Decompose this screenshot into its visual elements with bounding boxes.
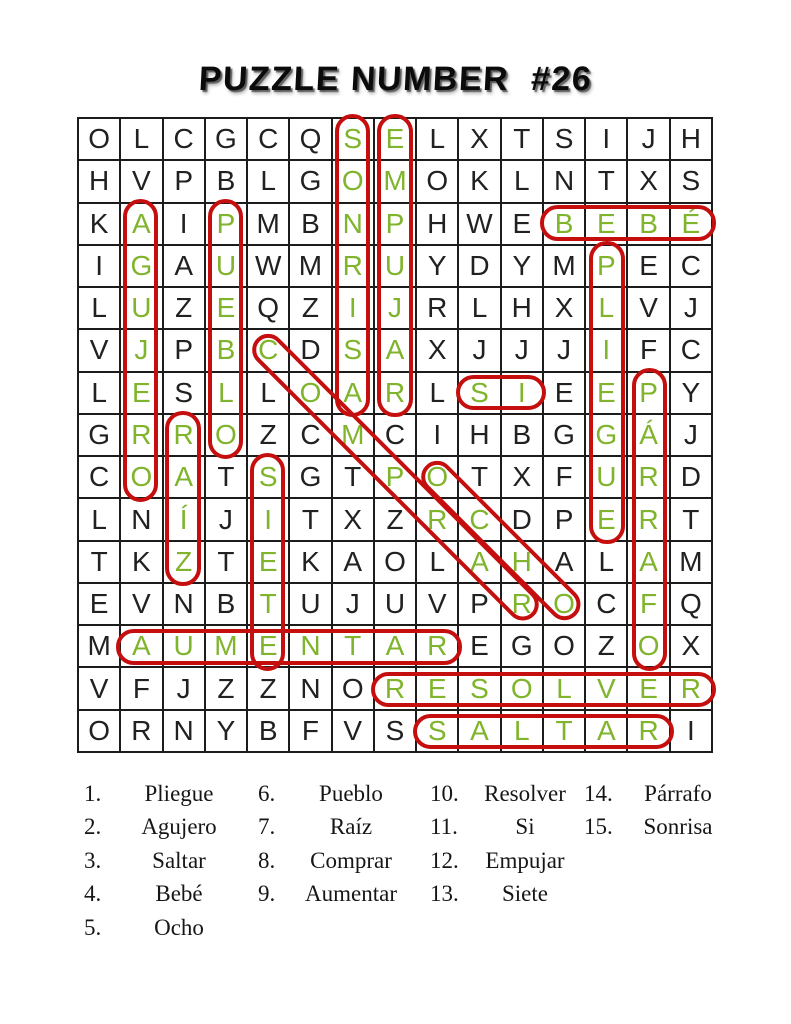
grid-cell: B [627,203,669,245]
grid-cell: I [670,710,712,752]
grid-cell: P [543,498,585,540]
grid-cell: W [247,245,289,287]
grid-cell: L [416,541,458,583]
grid-cell: L [247,160,289,202]
word-label: Párrafo [644,781,712,806]
grid-cell: T [458,456,500,498]
word-list-item [258,777,406,810]
grid-cell: Y [416,245,458,287]
word-label: Resolver [484,781,566,806]
grid-cell: K [458,160,500,202]
grid-cell: I [247,498,289,540]
grid-cell: E [374,118,416,160]
grid-cell: G [289,160,331,202]
grid-cell: S [416,710,458,752]
grid-cell: B [205,329,247,371]
word-number: 8. [258,847,276,873]
grid-cell: F [543,456,585,498]
grid-cell: O [543,583,585,625]
grid-cell: U [374,245,416,287]
grid-cell: O [332,667,374,709]
grid-cell: R [374,372,416,414]
grid-cell: T [585,160,627,202]
grid-cell: U [163,625,205,667]
grid-cell: O [416,160,458,202]
grid-cell: I [585,118,627,160]
word-label: Agujero [141,814,217,840]
grid-cell: A [543,541,585,583]
word-list-item [430,844,582,877]
grid-cell: D [289,329,331,371]
word-label: Empujar [485,847,565,873]
grid-cell: T [78,541,120,583]
grid-cell: L [247,372,289,414]
grid-cell: S [670,160,712,202]
grid-cell: I [501,372,543,414]
word-number: 11. [430,814,458,840]
grid-cell: L [416,118,458,160]
grid-cell: E [78,583,120,625]
grid-cell: T [205,541,247,583]
grid-cell: J [627,118,669,160]
grid-cell: P [205,203,247,245]
grid-cell: G [205,118,247,160]
grid-cell: D [670,456,712,498]
grid-cell: Á [627,414,669,456]
grid-cell: Z [374,498,416,540]
grid-cell: G [501,625,543,667]
grid-cell: O [374,541,416,583]
grid-cell: B [543,203,585,245]
grid-cell: E [627,667,669,709]
word-list-column [84,777,236,944]
word-number: 13. [430,881,459,907]
grid-cell: M [670,541,712,583]
grid-cell: J [163,667,205,709]
grid-cell: E [120,372,162,414]
grid-cell: V [416,583,458,625]
grid-cell: J [458,329,500,371]
grid-cell: A [163,245,205,287]
grid-cell: S [374,710,416,752]
word-list-item [430,877,582,910]
grid-cell: C [78,456,120,498]
grid-cell: V [78,667,120,709]
word-list-item [84,810,236,843]
grid-cell: P [458,583,500,625]
grid-cell: I [163,203,205,245]
grid-cell: R [501,583,543,625]
word-list-item [258,844,406,877]
grid-cell: H [501,541,543,583]
grid-cell: R [374,667,416,709]
grid-cell: N [543,160,585,202]
grid-cell: T [247,583,289,625]
grid-cell: X [670,625,712,667]
grid-cell: L [585,287,627,329]
grid-cell: M [78,625,120,667]
grid-cell: L [78,287,120,329]
grid-cell: C [247,118,289,160]
word-list-item [84,844,236,877]
letter-grid [77,117,713,753]
grid-cell: H [670,118,712,160]
grid-cell: J [332,583,374,625]
grid-cell: B [205,160,247,202]
grid-cell: J [543,329,585,371]
grid-cell: P [374,203,416,245]
grid-cell: S [458,667,500,709]
grid-cell: U [289,583,331,625]
grid-cell: E [247,625,289,667]
word-list-item [258,810,406,843]
grid-cell: G [120,245,162,287]
grid-cell: Z [163,541,205,583]
grid-cell: H [458,414,500,456]
grid-cell: Z [247,667,289,709]
word-number: 12. [430,847,459,873]
grid-cell: E [585,498,627,540]
grid-cell: U [205,245,247,287]
grid-cell: V [627,287,669,329]
grid-cell: N [163,710,205,752]
grid-cell: R [627,498,669,540]
grid-cell: G [289,456,331,498]
grid-cell: I [78,245,120,287]
grid-cell: M [205,625,247,667]
grid-cell: T [289,498,331,540]
grid-cell: P [627,372,669,414]
grid-cell: O [627,625,669,667]
grid-cell: T [332,456,374,498]
grid-cell: M [247,203,289,245]
page-title: PUZZLE NUMBER #26 [197,60,594,98]
word-label: Pliegue [144,781,214,806]
grid-cell: U [120,287,162,329]
grid-cell: Z [585,625,627,667]
grid-cell: X [543,287,585,329]
word-number: 4. [84,881,102,907]
grid-cell: P [163,160,205,202]
grid-cell: Í [163,498,205,540]
grid-cell: H [78,160,120,202]
grid-cell: Z [289,287,331,329]
grid-cell: B [501,414,543,456]
grid-cell: H [416,203,458,245]
grid-cell: N [289,667,331,709]
grid-cell: M [543,245,585,287]
word-list-column [430,777,582,911]
grid-cell: Z [163,287,205,329]
word-number: 5. [84,914,102,940]
grid-cell: V [120,160,162,202]
grid-cell: G [78,414,120,456]
word-label: Aumentar [305,881,397,907]
grid-cell: L [78,498,120,540]
word-list-item [584,810,734,843]
grid-cell: L [416,372,458,414]
grid-cell: A [120,625,162,667]
grid-cell: A [458,541,500,583]
grid-cell: X [627,160,669,202]
grid-cell: R [163,414,205,456]
grid-cell: C [670,245,712,287]
grid-cell: M [332,414,374,456]
grid-cell: O [205,414,247,456]
word-label: Sonrisa [643,814,713,840]
grid-cell: D [458,245,500,287]
grid-cell: E [205,287,247,329]
grid-cell: E [585,372,627,414]
grid-cell: T [501,118,543,160]
grid-cell: U [374,583,416,625]
word-number: 14. [584,781,613,806]
grid-cell: L [120,118,162,160]
word-label: Si [515,814,535,840]
grid-cell: S [458,372,500,414]
word-label: Raíz [329,814,373,840]
grid-cell: H [501,287,543,329]
grid-cell: R [670,667,712,709]
word-label: Siete [502,881,548,907]
grid-cell: R [416,625,458,667]
word-label: Ocho [154,914,204,940]
grid-cell: C [458,498,500,540]
grid-cell: N [163,583,205,625]
grid-cell: Q [670,583,712,625]
grid-cell: R [416,287,458,329]
word-label: Pueblo [319,781,383,806]
word-list-item [430,777,582,810]
grid-cell: C [374,414,416,456]
grid-cell: P [163,329,205,371]
grid-cell: I [416,414,458,456]
grid-cell: L [585,541,627,583]
grid-cell: I [332,287,374,329]
grid-cell: M [374,160,416,202]
grid-cell: L [543,667,585,709]
grid-cell: X [501,456,543,498]
grid-cell: V [585,667,627,709]
word-label: Saltar [152,847,206,873]
word-number: 3. [84,847,102,873]
word-number: 2. [84,814,102,840]
grid-cell: X [332,498,374,540]
grid-cell: T [332,625,374,667]
grid-cell: R [120,414,162,456]
grid-cell: L [501,160,543,202]
word-list-item [584,777,734,810]
grid-cell: S [543,118,585,160]
word-label: Comprar [310,847,392,873]
grid-cell: A [458,710,500,752]
grid-cell: V [78,329,120,371]
grid-cell: B [247,710,289,752]
word-list-item [430,810,582,843]
grid-cell: L [501,710,543,752]
grid-cell: N [332,203,374,245]
word-list-item [84,877,236,910]
word-list [0,777,791,987]
grid-cell: F [627,583,669,625]
grid-cell: N [289,625,331,667]
grid-cell: L [205,372,247,414]
grid-cell: P [374,456,416,498]
grid-cell: O [332,160,374,202]
grid-cell: E [458,625,500,667]
grid-cell: G [585,414,627,456]
grid-cell: F [289,710,331,752]
grid-cell: A [627,541,669,583]
grid-cell: E [585,203,627,245]
grid-cell: A [374,625,416,667]
grid-cell: É [670,203,712,245]
grid-cell: R [416,498,458,540]
grid-cell: Q [289,118,331,160]
word-list-item [258,877,406,910]
grid-cell: T [670,498,712,540]
grid-cell: D [501,498,543,540]
grid-cell: C [289,414,331,456]
grid-cell: C [163,118,205,160]
grid-cell: J [670,414,712,456]
word-number: 6. [258,781,276,806]
grid-cell: A [585,710,627,752]
grid-cell: E [416,667,458,709]
word-list-column [584,777,734,844]
grid-cell: R [627,456,669,498]
grid-cell: L [78,372,120,414]
grid-cell: R [627,710,669,752]
grid-cell: C [247,329,289,371]
word-number: 7. [258,814,276,840]
grid-cell: K [289,541,331,583]
grid-cell: L [458,287,500,329]
grid-cell: Q [247,287,289,329]
grid-cell: A [332,541,374,583]
grid-cell: A [332,372,374,414]
grid-cell: O [501,667,543,709]
grid-cell: O [120,456,162,498]
grid-cell: Y [670,372,712,414]
grid-cell: Z [205,667,247,709]
word-label: Bebé [155,881,203,907]
grid-cell: B [205,583,247,625]
grid-cell: B [289,203,331,245]
word-number: 9. [258,881,276,907]
grid-cell: X [458,118,500,160]
grid-cell: C [670,329,712,371]
word-list-item [84,777,236,810]
grid-cell: S [332,329,374,371]
grid-cell: O [78,710,120,752]
grid-cell: A [163,456,205,498]
word-number: 15. [584,814,613,840]
grid-cell: W [458,203,500,245]
grid-cell: G [543,414,585,456]
grid-cell: T [543,710,585,752]
grid-cell: J [205,498,247,540]
grid-cell: K [120,541,162,583]
grid-cell: V [332,710,374,752]
grid-cell: P [585,245,627,287]
grid-cell: E [501,203,543,245]
grid-cell: Y [501,245,543,287]
grid-cell: A [120,203,162,245]
grid-cell: N [120,498,162,540]
grid-cell: J [374,287,416,329]
grid-cell: C [585,583,627,625]
grid-cell: E [247,541,289,583]
grid-cell: E [627,245,669,287]
word-list-item [84,911,236,944]
grid-cell: J [670,287,712,329]
word-number: 10. [430,781,459,806]
grid-cell: O [289,372,331,414]
grid-cell: M [289,245,331,287]
grid-cell: U [585,456,627,498]
grid-cell: O [416,456,458,498]
grid-cell: S [163,372,205,414]
grid-cell: F [627,329,669,371]
word-number: 1. [84,781,102,806]
grid-cell: K [78,203,120,245]
grid-cell: X [416,329,458,371]
grid-cell: F [120,667,162,709]
grid-cell: O [78,118,120,160]
word-search-puzzle [77,117,713,753]
grid-cell: A [374,329,416,371]
word-list-column [258,777,406,911]
grid-cell: E [543,372,585,414]
grid-cell: J [501,329,543,371]
grid-cell: S [332,118,374,160]
grid-cell: Y [205,710,247,752]
grid-cell: S [247,456,289,498]
grid-cell: V [120,583,162,625]
grid-cell: I [585,329,627,371]
grid-cell: R [332,245,374,287]
grid-cell: T [205,456,247,498]
grid-cell: J [120,329,162,371]
grid-cell: Z [247,414,289,456]
grid-cell: R [120,710,162,752]
grid-cell: O [543,625,585,667]
